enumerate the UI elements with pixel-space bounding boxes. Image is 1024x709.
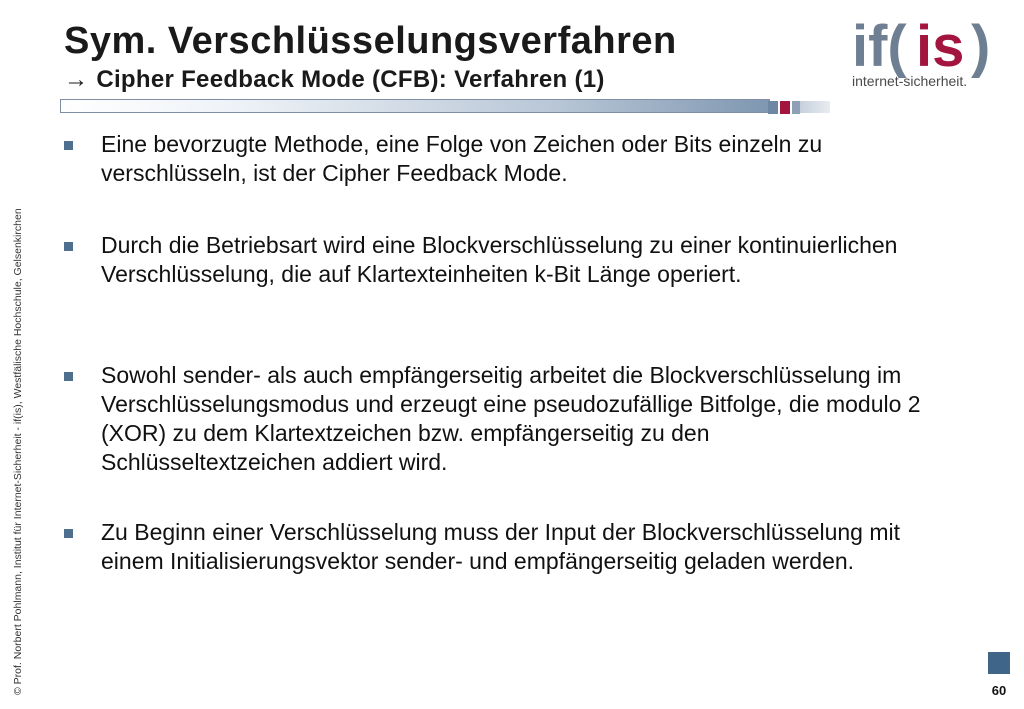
header-rule-accent-red	[780, 101, 790, 114]
bullet-square-icon	[64, 141, 73, 150]
logo-mark-right: is	[916, 14, 965, 79]
page-marker-square	[988, 652, 1010, 674]
arrow-right-icon: →	[64, 66, 89, 93]
logo-caption: internet-sicherheit.	[852, 73, 968, 89]
bullet-square-icon	[64, 242, 73, 251]
bullet-text: Sowohl sender- als auch empfängerseitig arbeitet die Blockverschlüsselung im Verschlüsselungsmodus und erzeugt eine pseudozufällige Bitfolge, die modulo 2 (XOR) zu dem Klartextzeichen bzw. empfängerseitig zu den Schlüsseltextzeichen addiert wird.	[101, 362, 921, 475]
header-rule-tail	[800, 101, 830, 113]
bullet-text: Eine bevorzugte Methode, eine Folge von Zeichen oder Bits einzeln zu verschlüsseln, ist der Cipher Feedback Mode.	[101, 131, 823, 186]
bullet-square-icon	[64, 372, 73, 381]
copyright-note: © Prof. Norbert Pohlmann, Institut für Internet-Sicherheit - if(is), Westfälische Hochschule, Gelsenkirchen	[12, 208, 24, 695]
bullet-text: Durch die Betriebsart wird eine Blockverschlüsselung zu einer kontinuierlichen Verschlüsselung, die auf Klartexteinheiten k-Bit Länge operiert.	[101, 232, 898, 287]
logo-mark-close: )	[971, 14, 991, 79]
page-number: 60	[991, 683, 1007, 698]
slide-subtitle	[64, 66, 605, 94]
header-rule	[60, 99, 770, 113]
subtitle-text: Cipher Feedback Mode (CFB): Verfahren (1)	[96, 66, 605, 93]
logo-mark-left: if(	[852, 14, 907, 79]
bullet-square-icon	[64, 529, 73, 538]
header-rule-segment	[768, 101, 778, 114]
header-rule-segment	[792, 101, 800, 114]
slide-title: Sym. Verschlüsselungsverfahren	[64, 20, 677, 62]
bullet-text: Zu Beginn einer Verschlüsselung muss der Input der Blockverschlüsselung mit einem Initialisierungsvektor sender- und empfängerseitig geladen werden.	[101, 519, 901, 574]
